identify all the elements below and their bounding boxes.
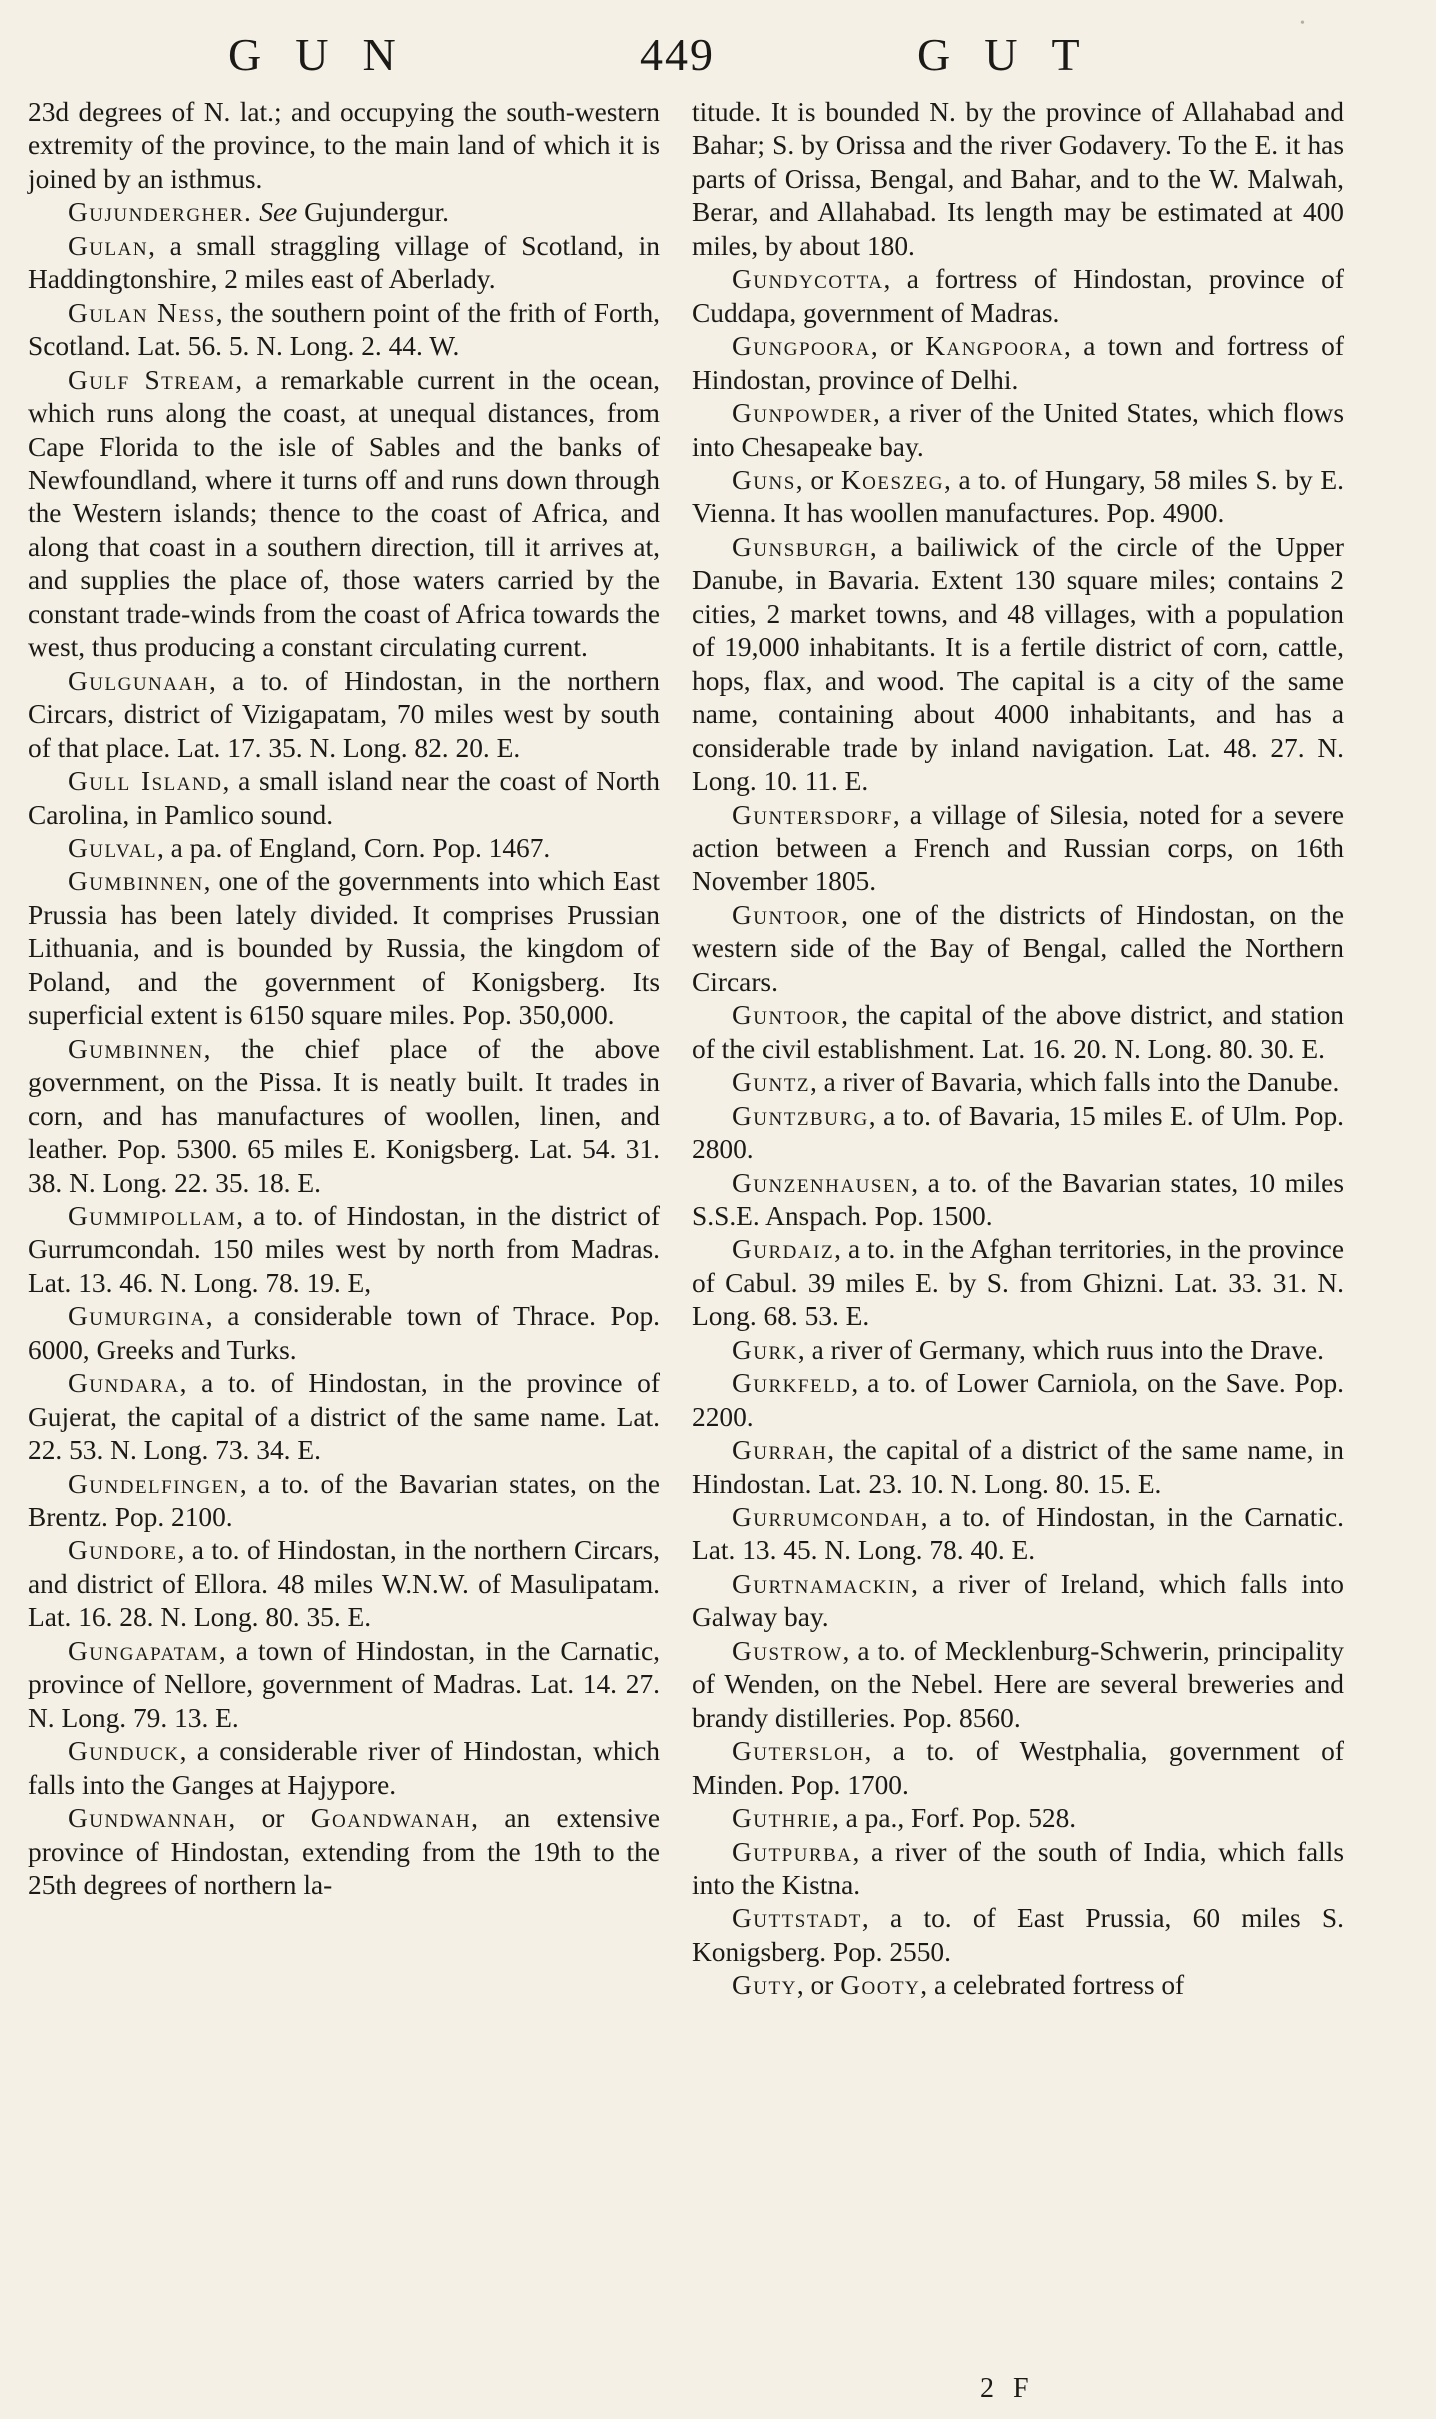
entry-headword: Gurrah (732, 1435, 828, 1466)
entry-headword: Gujundergher. (68, 197, 253, 228)
entry-text: , the southern point of the frith of Forth, Scotland. Lat. 56. 5. N. Long. 2. 44. W. (28, 297, 660, 362)
entry-headword: Gundara (68, 1368, 180, 1399)
entry-text: , one of the districts of Hindostan, on the western side of the Bay of Bengal, called the Northern Circars. (692, 899, 1344, 997)
gazetteer-entry (28, 1367, 660, 1467)
entry-headword: Gurdaiz (732, 1234, 835, 1265)
signature-mark: 2 F (980, 2373, 1035, 2404)
gazetteer-entry (28, 230, 660, 297)
entry-headword: Guty (732, 1970, 797, 2001)
gazetteer-entry (692, 330, 1344, 397)
entry-text: , a small straggling village of Scotland, in Haddingtonshire, 2 miles east of Aberlady. (28, 230, 660, 295)
left-column (28, 96, 660, 1902)
entry-text: , a considerable river of Hindostan, which falls into the Ganges at Hajypore. (28, 1736, 660, 1800)
entry-text: , a to. of Bavaria, 15 miles E. of Ulm. Pop. 2800. (692, 1100, 1344, 1165)
entry-text: , a town and fortress of Hindostan, province of Delhi. (692, 331, 1344, 395)
gazetteer-entry (28, 1735, 660, 1802)
entry-text: , a remarkable current in the ocean, which runs along the coast, at unequal distances, from Cape Florida to the isle of Sables and the banks of Newfoundland, where it turns off and runs down through the Western islands; thence to the coast of Africa, and along that coast in a southern direction, till it arrives at, and supplies the place of, those waters carried by the constant trade-winds from the coast of Africa towards the west, thus producing a constant circulating current. (28, 364, 660, 663)
entry-headword: Gundwannah (68, 1803, 229, 1834)
header-left-guide-word: GUN (228, 29, 430, 80)
entry-text: , a to. of Hindostan, in the province of Gujerat, the capital of a district of the same name. Lat. 22. 53. N. Long. 73. 34. E. (28, 1368, 660, 1466)
gazetteer-entry (692, 96, 1344, 263)
entry-text: , a river of the United States, which flows into Chesapeake bay. (692, 398, 1344, 462)
entry-headword: Gulval (68, 832, 157, 863)
entry-text: , a to. of East Prussia, 60 miles S. Konigsberg. Pop. 2550. (692, 1903, 1344, 1967)
entry-headword: Gumurgina (68, 1301, 206, 1332)
entry-text: , a to. of Hindostan, in the northern Circars, and district of Ellora. 48 miles W.N.W. of Masulipatam. Lat. 16. 28. N. Long. 80. 35. E. (28, 1535, 660, 1633)
gazetteer-entry (692, 1167, 1344, 1234)
entry-text: , a river of Bavaria, which falls into the Danube. (809, 1067, 1340, 1098)
running-header (0, 28, 1436, 88)
gazetteer-entry (692, 1434, 1344, 1501)
entry-headword: Gundelfingen (68, 1468, 240, 1499)
gazetteer-entry (692, 799, 1344, 899)
entry-headword: Gunsburgh (732, 531, 870, 562)
entry-text: , a pa., Forf. Pop. 528. (831, 1803, 1077, 1834)
entry-headword: Gutpurba (732, 1836, 853, 1867)
entry-headword: Guns (732, 464, 796, 495)
gazetteer-entry (692, 899, 1344, 999)
gazetteer-entry (692, 999, 1344, 1066)
gazetteer-entry (28, 1635, 660, 1735)
gazetteer-entry (28, 196, 660, 229)
entry-text: , a considerable town of Thrace. Pop. 6000, Greeks and Turks. (28, 1301, 660, 1365)
gazetteer-entry (692, 397, 1344, 464)
gazetteer-entry (692, 1501, 1344, 1568)
gazetteer-entry (692, 1802, 1344, 1835)
entry-alternate-headword: Kangpoora (925, 331, 1065, 362)
gazetteer-entry (28, 1802, 660, 1902)
gazetteer-entry (28, 865, 660, 1032)
gazetteer-entry (692, 263, 1344, 330)
entry-headword: Gundore (68, 1535, 178, 1566)
entry-headword: Gunzenhausen (732, 1167, 912, 1198)
entry-text: , the capital of the above district, and station of the civil establishment. Lat. 16. 20. N. Long. 80. 30. E. (692, 1000, 1344, 1064)
gazetteer-entry (28, 1200, 660, 1300)
entry-text: , a town of Hindostan, in the Carnatic, province of Nellore, government of Madras. Lat. 14. 27. N. Long. 79. 13. E. (28, 1635, 660, 1733)
entry-text: , one of the governments into which East Prussia has been lately divided. It comprises Prussian Lithuania, and is bounded by Russia, the kingdom of Poland, and the government of Konigsberg. Its superficial extent is 6150 square miles. Pop. 350,000. (28, 866, 660, 1031)
entry-headword: Gutersloh (732, 1736, 865, 1767)
entry-text: , a village of Silesia, noted for a severe action between a French and Russian corps, on 16th November 1805. (692, 799, 1344, 897)
entry-alternate-headword: Goandwanah (310, 1803, 472, 1834)
entry-text: , a to. of Hindostan, in the Carnatic. Lat. 13. 45. N. Long. 78. 40. E. (692, 1502, 1344, 1566)
entry-text: , an extensive province of Hindostan, extending from the 19th to the 25th degrees of northern la- (28, 1803, 660, 1901)
entry-headword: Gunpowder (732, 398, 873, 429)
entry-headword: Gurkfeld (732, 1368, 852, 1399)
gazetteer-entry (692, 1836, 1344, 1903)
entry-text: , or (870, 331, 926, 362)
gazetteer-entry (692, 531, 1344, 799)
gazetteer-entry (28, 1534, 660, 1634)
entry-text: , the capital of a district of the same name, in Hindostan. Lat. 23. 10. N. Long. 80. 15. E. (692, 1435, 1344, 1499)
entry-headword: Gulan Ness (68, 297, 216, 328)
right-column (692, 96, 1344, 2003)
entry-text: , or (795, 464, 841, 495)
gazetteer-entry (692, 1100, 1344, 1167)
entry-text: titude. It is bounded N. by the province of Allahabad and Bahar; S. by Orissa and the river Godavery. To the E. it has parts of Orissa, Bengal, and Bahar, and to the W. Malwah, Berar, and Allahabad. Its length may be estimated at 400 miles, by about 180. (692, 97, 1344, 261)
entry-headword: Gustrow (732, 1635, 843, 1666)
gazetteer-entry (692, 1066, 1344, 1099)
entry-headword: Gulf Stream (68, 364, 236, 395)
gazetteer-entry (692, 1902, 1344, 1969)
entry-text: , a to. of Hungary, 58 miles S. by E. Vienna. It has woollen manufactures. Pop. 4900. (692, 464, 1344, 529)
entry-headword: Guntoor (732, 899, 842, 930)
entry-alternate-headword: Gooty (840, 1970, 921, 2001)
page-mark: • (1300, 16, 1305, 31)
gazetteer-entry (28, 665, 660, 765)
entry-headword: Gull Island (68, 766, 223, 797)
entry-text: , a to. of Westphalia, government of Minden. Pop. 1700. (692, 1736, 1344, 1800)
entry-text: , a to. of Hindostan, in the district of Gurrumcondah. 150 miles west by north from Madras. Lat. 13. 46. N. Long. 78. 19. E, (28, 1200, 660, 1298)
gazetteer-entry (28, 1033, 660, 1200)
gazetteer-entry (692, 1635, 1344, 1735)
entry-headword: Gulan (68, 230, 149, 261)
entry-headword: Guntoor (732, 1000, 842, 1031)
gazetteer-entry (28, 96, 660, 196)
gazetteer-entry (692, 1233, 1344, 1333)
gazetteer-entry (692, 1568, 1344, 1635)
entry-text: , a river of Ireland, which falls into Galway bay. (692, 1568, 1344, 1633)
gazetteer-entry (692, 464, 1344, 531)
gazetteer-entry (28, 364, 660, 665)
entry-headword: Guntz (732, 1067, 810, 1098)
entry-headword: Guttstadt (732, 1903, 862, 1934)
gazetteer-entry (28, 832, 660, 865)
entry-headword: Gurrumcondah (732, 1502, 921, 1533)
header-right-guide-word: GUT (917, 29, 1114, 80)
entry-text: , a to. in the Afghan territories, in the province of Cabul. 39 miles E. by S. from Ghizni. Lat. 33. 31. N. Long. 68. 53. E. (692, 1234, 1344, 1332)
entry-text: , a to. of Hindostan, in the northern Circars, district of Vizigapatam, 70 miles west by south of that place. Lat. 17. 35. N. Long. 82. 20. E. (28, 665, 660, 763)
entry-headword: Gumbinnen (68, 1033, 204, 1064)
entry-headword: Guntzburg (732, 1100, 869, 1131)
entry-text: , a to. of the Bavarian states, on the Brentz. Pop. 2100. (28, 1468, 660, 1533)
entry-text: , a river of the south of India, which falls into the Kistna. (692, 1836, 1344, 1901)
gazetteer-entry (28, 765, 660, 832)
entry-headword: Guthrie (732, 1803, 832, 1834)
entry-text: , a celebrated fortress of (920, 1970, 1185, 2001)
entry-text: 23d degrees of N. lat.; and occupying the south-western extremity of the province, to the main land of which it is joined by an isthmus. (28, 97, 660, 194)
entry-text: , or (796, 1970, 841, 2001)
entry-headword: Gundycotta (732, 264, 884, 295)
entry-headword: Gurk (732, 1334, 798, 1365)
entry-headword: Gulgunaah (68, 665, 209, 696)
gazetteer-entry (28, 1468, 660, 1535)
entry-text: , the chief place of the above government, on the Pissa. It is neatly built. It trades in corn, and has manufactures of woollen, linen, and leather. Pop. 5300. 65 miles E. Konigsberg. Lat. 54. 31. 38. N. Long. 22. 35. 18. E. (28, 1033, 660, 1198)
gazetteer-entry (692, 1735, 1344, 1802)
gazetteer-entry (692, 1367, 1344, 1434)
entry-headword: Gungapatam (68, 1635, 219, 1666)
entry-headword: Gunduck (68, 1736, 180, 1767)
entry-headword: Gurtnamackin (732, 1568, 912, 1599)
entry-text: , a to. of Mecklenburg-Schwerin, principality of Wenden, on the Nebel. Here are several breweries and brandy distilleries. Pop. 8560. (692, 1635, 1344, 1733)
cross-reference-see: See (259, 197, 298, 228)
entry-text: , a pa. of England, Corn. Pop. 1467. (156, 832, 551, 863)
entry-text: , a to. of the Bavarian states, 10 miles S.S.E. Anspach. Pop. 1500. (692, 1167, 1344, 1231)
entry-text: , or (228, 1803, 311, 1834)
entry-text: , a to. of Lower Carniola, on the Save. Pop. 2200. (692, 1368, 1344, 1432)
gazetteer-entry (692, 1334, 1344, 1367)
entry-text: Gujundergur. (297, 197, 449, 228)
gazetteer-entry (692, 1969, 1344, 2002)
gazetteer-entry (28, 1300, 660, 1367)
entry-text: , a river of Germany, which ruus into the Drave. (797, 1334, 1324, 1365)
entry-text: , a fortress of Hindostan, province of Cuddapa, government of Madras. (692, 264, 1344, 328)
entry-headword: Gungpoora (732, 331, 871, 362)
entry-headword: Gumbinnen (68, 866, 204, 897)
entry-text: , a small island near the coast of North Carolina, in Pamlico sound. (28, 766, 660, 830)
gazetteer-entry (28, 297, 660, 364)
entry-headword: Gummipollam (68, 1200, 237, 1231)
entry-text: , a bailiwick of the circle of the Upper Danube, in Bavaria. Extent 130 square miles; contains 2 cities, 2 market towns, and 48 villages, with a population of 19,000 inhabitants. It is a fertile district of corn, cattle, hops, flax, and wood. The capital is a city of the same name, containing about 4000 inhabitants, and has a considerable trade by inland navigation. Lat. 48. 27. N. Long. 10. 11. E. (692, 531, 1344, 797)
entry-headword: Guntersdorf (732, 799, 893, 830)
page-number: 449 (640, 29, 715, 80)
entry-alternate-headword: Koeszeg (840, 464, 944, 495)
